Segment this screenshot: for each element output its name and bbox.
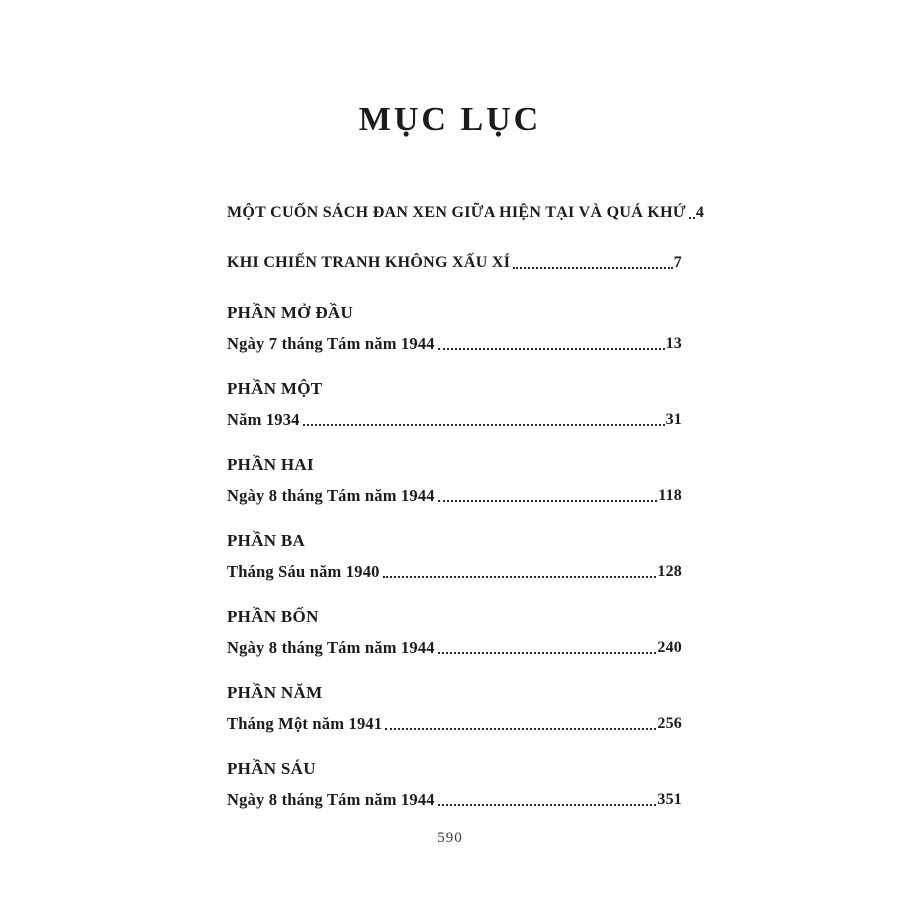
toc-entry [227,607,682,658]
toc-entry-label: MỘT CUỐN SÁCH ĐAN XEN GIỮA HIỆN TẠI VÀ QUÁ KHỨ [227,203,686,221]
toc-section-heading: PHẦN MỞ ĐẦU [227,302,354,322]
dot-leader [383,576,657,578]
toc-entry-label: Tháng Sáu năm 1940 [227,561,380,581]
toc-entry-page: 31 [665,410,682,428]
toc-entry-page: 128 [657,562,682,580]
toc-entry-row [227,486,682,506]
toc-section-heading: PHẦN HAI [227,454,314,474]
toc-entry-row [227,790,682,810]
toc-section-heading: PHẦN BỐN [227,606,319,626]
toc-entry-label: Ngày 8 tháng Tám năm 1944 [227,789,435,809]
toc-entry-page: 4 [695,203,705,221]
toc-entry-label: Ngày 8 tháng Tám năm 1944 [227,485,435,505]
toc-entry [227,303,682,354]
toc-list [227,203,705,810]
toc-entry-label: KHI CHIẾN TRANH KHÔNG XẤU XÍ [227,253,511,271]
toc-section-heading: PHẦN NĂM [227,682,323,702]
toc-entry-page: 240 [657,638,682,656]
toc-entry-page: 118 [658,486,682,504]
toc-section-heading: PHẦN MỘT [227,378,323,398]
toc-entry-label: Ngày 8 tháng Tám năm 1944 [227,637,435,657]
toc-section-heading: PHẦN BA [227,530,306,550]
dot-leader [513,267,672,269]
toc-entry-label: Ngày 7 tháng Tám năm 1944 [227,333,435,353]
toc-entry-row [227,562,682,582]
toc-entry [227,455,682,506]
dot-leader [303,424,665,426]
toc-entry-row [227,253,682,273]
toc-entry-page: 351 [657,790,682,808]
toc-entry-page: 256 [657,714,682,732]
toc-entry-row [227,334,682,354]
footer-page-number: 590 [437,830,463,846]
toc-entry [227,203,705,223]
dot-leader [438,348,665,350]
dot-leader [689,217,695,219]
toc-entry-page: 13 [665,334,682,352]
toc-entry [227,253,682,273]
dot-leader [438,500,658,502]
dot-leader [438,804,657,806]
toc-entry [227,531,682,582]
toc-entry-label: Tháng Một năm 1941 [227,713,383,733]
toc-entry-page: 7 [673,253,682,271]
toc-entry-label: Năm 1934 [227,409,300,429]
toc-entry [227,759,682,810]
toc-entry-row [227,714,682,734]
toc-entry [227,683,682,734]
toc-section-heading: PHẦN SÁU [227,758,316,778]
page-title: MỤC LỤC [358,101,542,138]
toc-entry [227,379,682,430]
dot-leader [438,652,657,654]
toc-entry-row [227,638,682,658]
toc-entry-row [227,410,682,430]
toc-entry-row [227,203,705,223]
dot-leader [385,728,656,730]
